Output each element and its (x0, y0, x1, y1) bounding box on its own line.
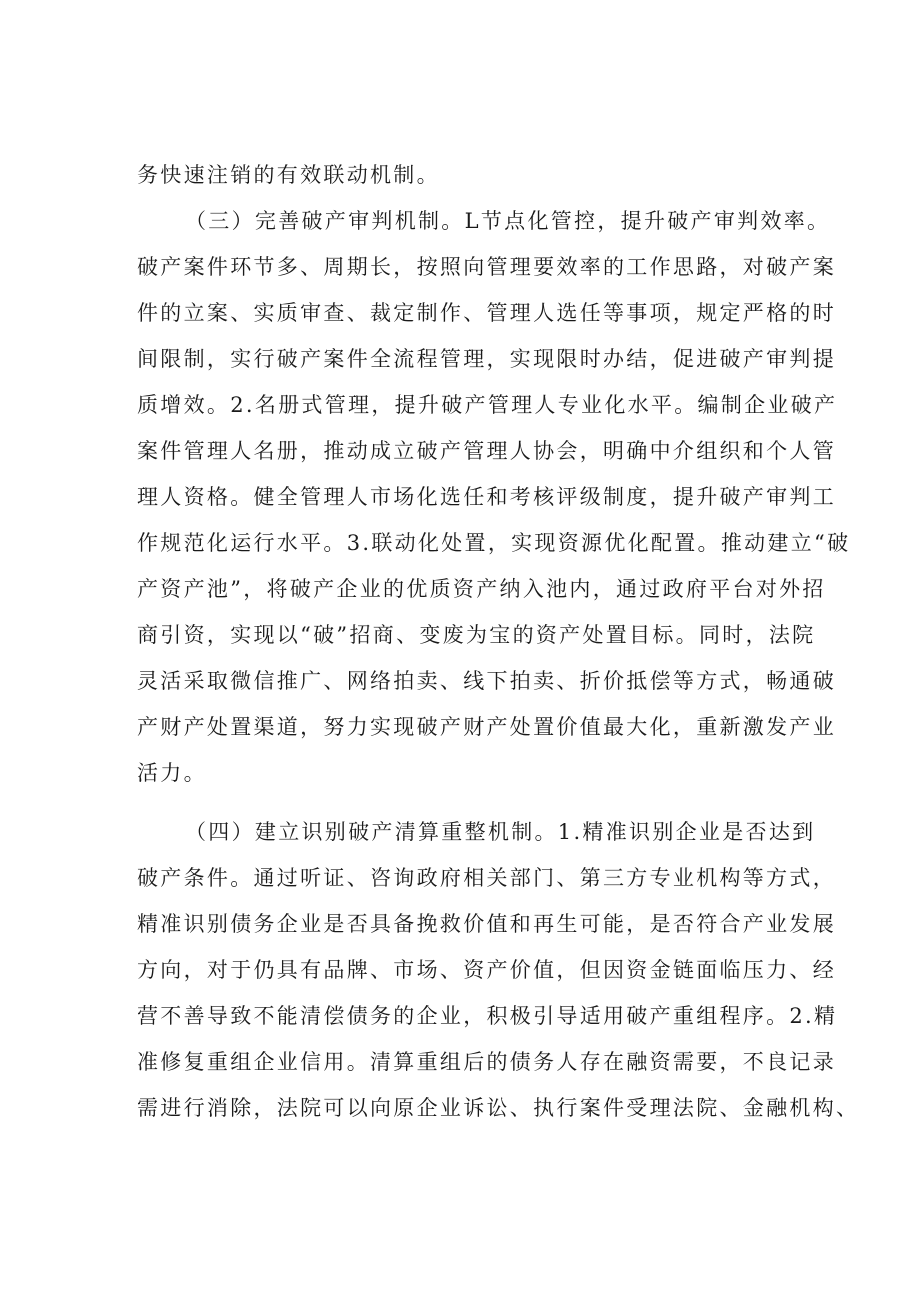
text-line: 质增效。2.名册式管理，提升破产管理人专业化水平。编制企业破产 (137, 393, 838, 417)
text-line: 破产条件。通过听证、咨询政府相关部门、第三方专业机构等方式， (137, 866, 836, 890)
text-line: 商引资，实现以“破”招商、变废为宝的资产处置目标。同时，法院 (137, 623, 816, 647)
text-line: 营不善导致不能清偿债务的企业，积极引导适用破产重组程序。2.精 (137, 1004, 838, 1028)
text-line: 破产案件环节多、周期长，按照向管理要效率的工作思路，对破产案 (137, 255, 836, 279)
text-line: 作规范化运行水平。3.联动化处置，实现资源优化配置。推动建立“破 (137, 531, 851, 555)
text-line: 务快速注销的有效联动机制。 (137, 163, 440, 187)
text-line: 件的立案、实质审查、裁定制作、管理人选任等事项，规定严格的时 (137, 301, 836, 325)
text-line: 方向，对于仍具有品牌、市场、资产价值，但因资金链面临压力、经 (137, 958, 836, 982)
text-line: 理人资格。健全管理人市场化选任和考核评级制度，提升破产审判工 (137, 485, 836, 509)
text-line: 准修复重组企业信用。清算重组后的债务人存在融资需要，不良记录 (137, 1050, 836, 1074)
text-line: 灵活采取微信推广、网络拍卖、线下拍卖、折价抵偿等方式，畅通破 (137, 669, 836, 693)
text-line: 活力。 (137, 761, 207, 785)
text-line: 精准识别债务企业是否具备挽救价值和再生可能，是否符合产业发展 (137, 912, 836, 936)
text-line: 产资产池”，将破产企业的优质资产纳入池内，通过政府平台对外招 (137, 577, 826, 601)
text-line: 产财产处置渠道，努力实现破产财产处置价值最大化，重新激发产业 (137, 715, 836, 739)
text-line: 案件管理人名册，推动成立破产管理人协会，明确中介组织和个人管 (137, 439, 836, 463)
text-line: 需进行消除，法院可以向原企业诉讼、执行案件受理法院、金融机构、 (137, 1096, 860, 1120)
text-line: 间限制，实行破产案件全流程管理，实现限时办结，促进破产审判提 (137, 347, 836, 371)
text-line: （四）建立识别破产清算重整机制。1.精准识别企业是否达到 (185, 820, 816, 844)
text-line: （三）完善破产审判机制。L节点化管控，提升破产审判效率。 (185, 209, 831, 233)
